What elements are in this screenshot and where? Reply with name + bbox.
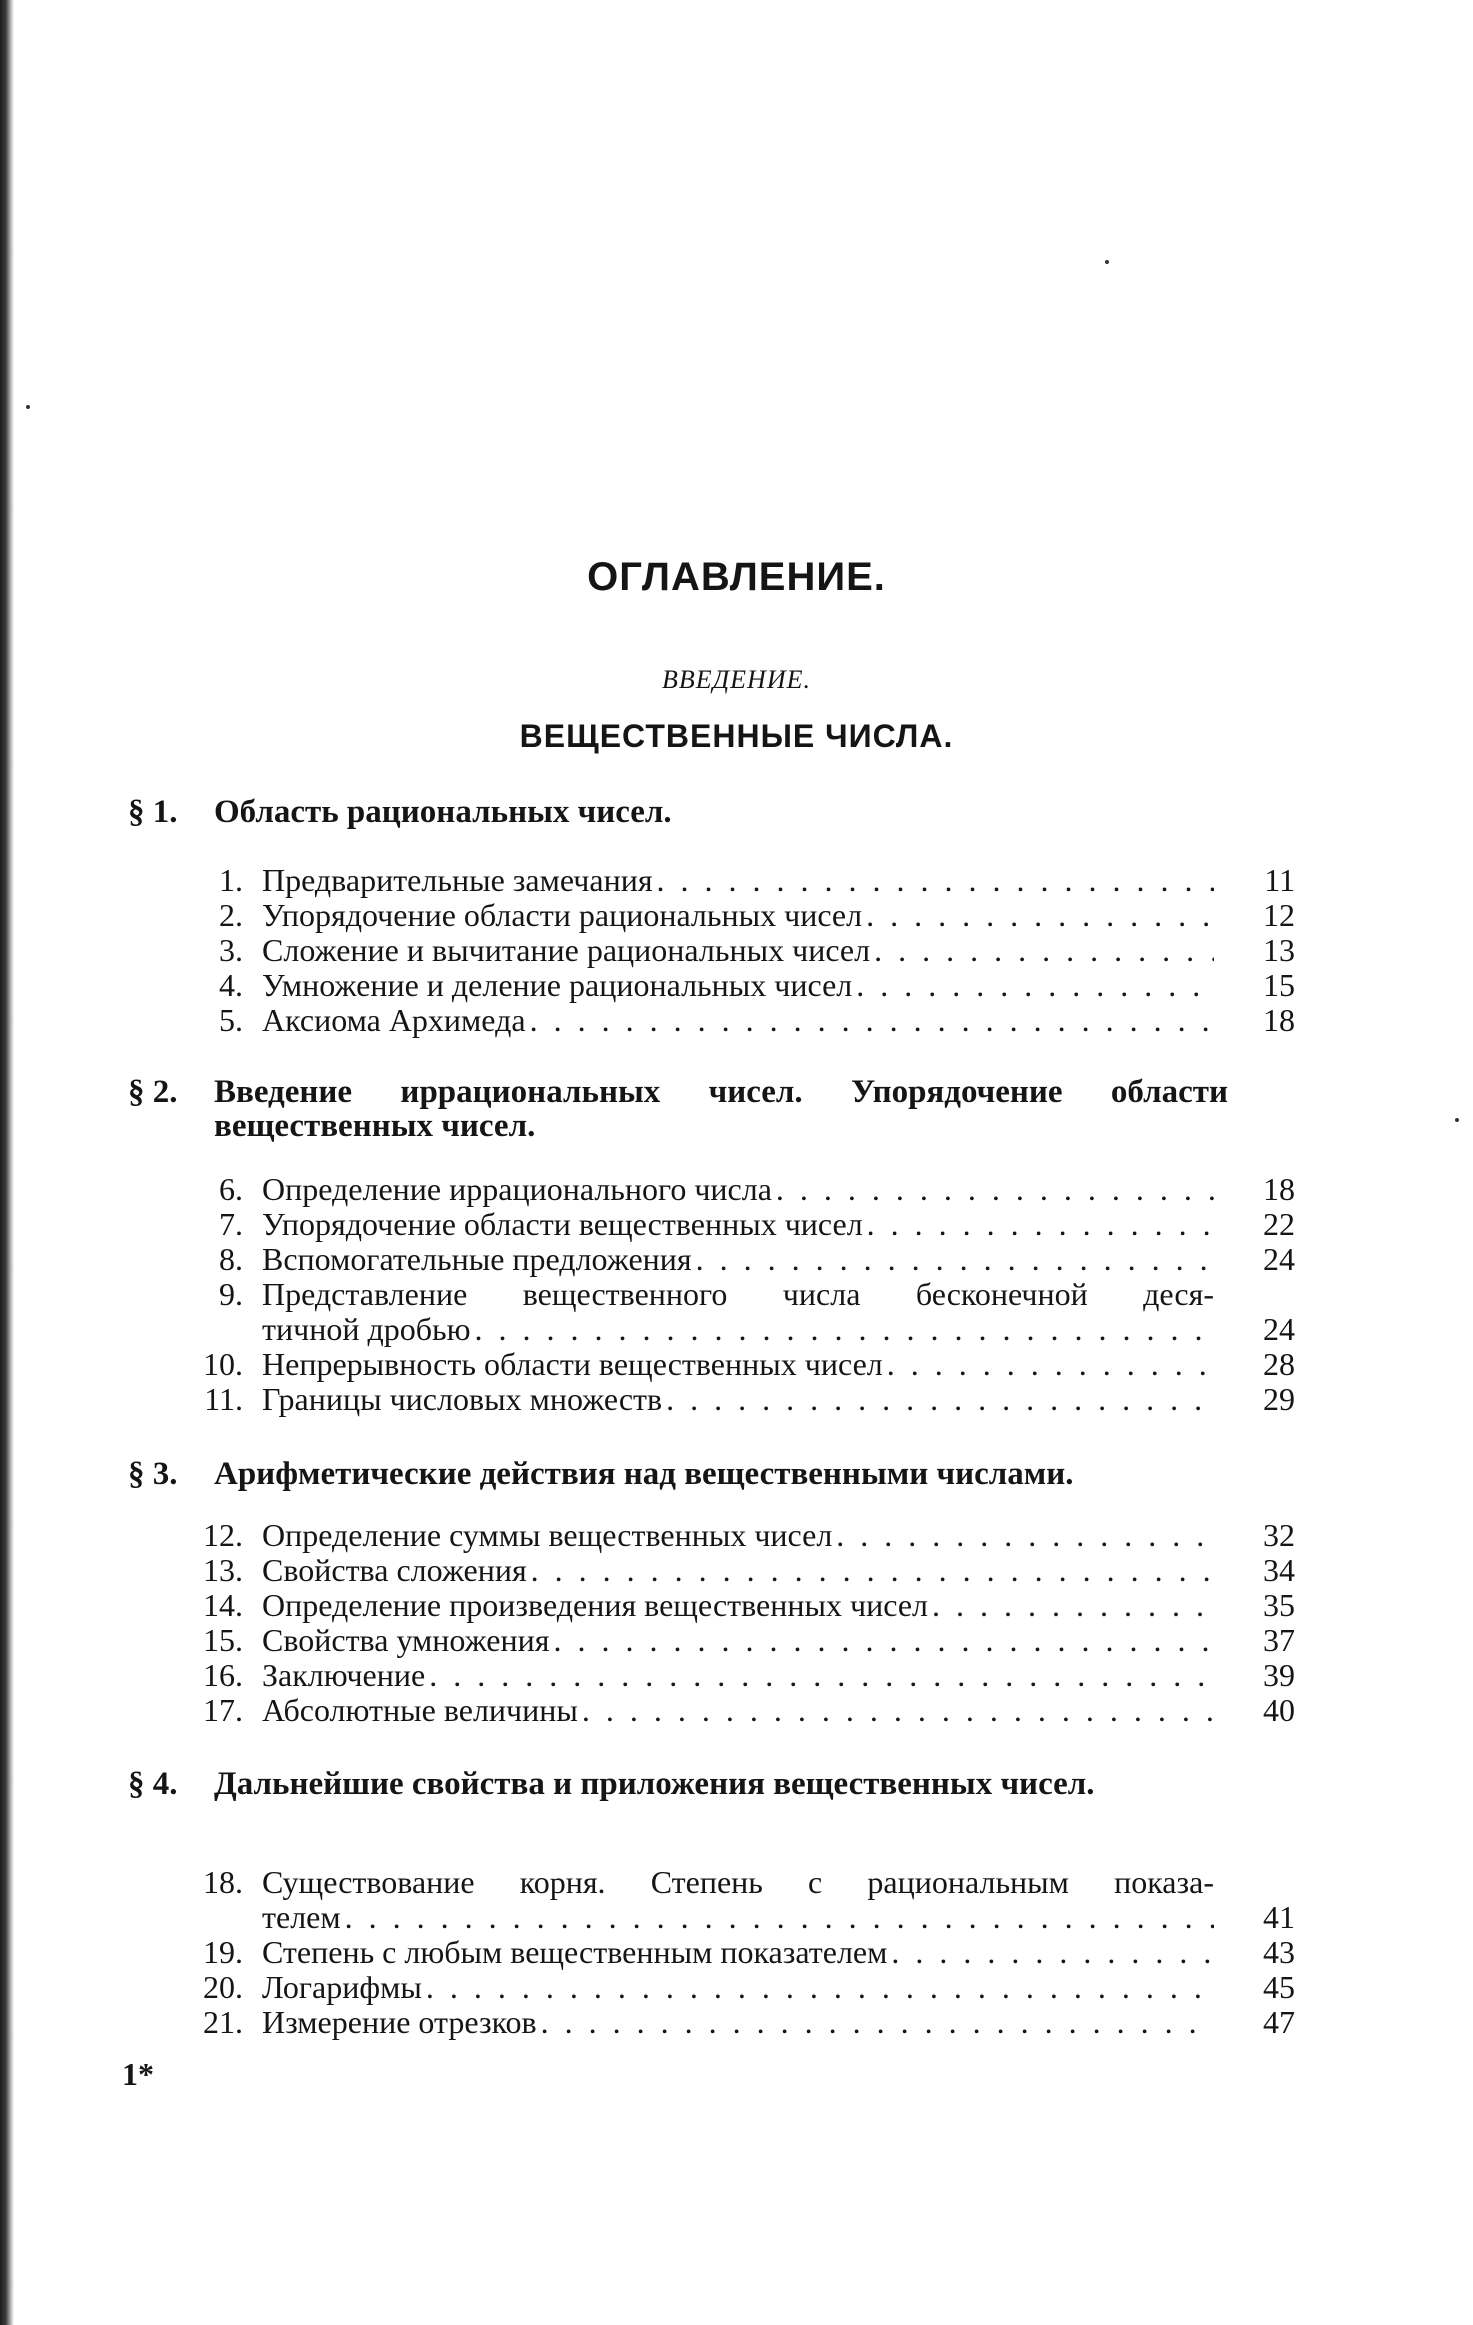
dot-leader bbox=[856, 968, 1214, 1003]
dot-leader bbox=[776, 1172, 1214, 1207]
entry-number: 5. bbox=[219, 1002, 243, 1038]
intro-label: ВВЕДЕНИЕ. bbox=[661, 665, 811, 694]
entry-label: Измерение отрезков bbox=[262, 2005, 537, 2040]
toc-entry[interactable] bbox=[0, 1553, 1473, 1588]
entry-number: 8. bbox=[219, 1241, 243, 1277]
dot-leader bbox=[553, 1623, 1214, 1658]
entry-label: Умножение и деление рациональных чисел bbox=[262, 968, 853, 1003]
entry-label: Степень с любым вещественным показателем bbox=[262, 1935, 888, 1970]
entry-number: 3. bbox=[219, 932, 243, 968]
entry-page: 37 bbox=[1263, 1622, 1295, 1658]
entry-label: Свойства умножения bbox=[262, 1623, 550, 1658]
entry-label: Непрерывность области вещественных чисел bbox=[262, 1347, 883, 1382]
entry-label: Упорядочение области рациональных чисел bbox=[262, 898, 863, 933]
entry-page: 18 bbox=[1263, 1171, 1295, 1207]
toc-entry[interactable] bbox=[0, 1347, 1473, 1382]
dot-leader bbox=[891, 1935, 1214, 1970]
entry-number: 10. bbox=[203, 1346, 243, 1382]
entry-label: Логарифмы bbox=[262, 1970, 422, 2005]
entry-page: 29 bbox=[1263, 1381, 1295, 1417]
section-title: Арифметические действия над вещественными числами. bbox=[214, 1456, 1074, 1492]
toc-entry-line1[interactable] bbox=[0, 1277, 1473, 1312]
toc-entry[interactable] bbox=[0, 1658, 1473, 1693]
dot-leader bbox=[866, 898, 1214, 933]
entry-number: 7. bbox=[219, 1206, 243, 1242]
page-title: ОГЛАВЛЕНИЕ. bbox=[587, 555, 886, 599]
dot-leader bbox=[887, 1347, 1214, 1382]
entry-page: 15 bbox=[1263, 967, 1295, 1003]
section-heading-1 bbox=[128, 795, 1228, 829]
toc-entry[interactable] bbox=[0, 1382, 1473, 1417]
toc-entry[interactable] bbox=[0, 1693, 1473, 1728]
section-heading-4 bbox=[128, 1767, 1228, 1801]
entry-number: 11. bbox=[204, 1381, 243, 1417]
entry-page: 12 bbox=[1263, 897, 1295, 933]
print-speck bbox=[1105, 260, 1109, 264]
toc-entry[interactable] bbox=[0, 1623, 1473, 1658]
entry-page: 22 bbox=[1263, 1206, 1295, 1242]
entry-page: 40 bbox=[1263, 1692, 1295, 1728]
section-title: Введение иррациональных чисел. Упорядочение области вещественных чисел. bbox=[214, 1074, 1228, 1144]
dot-leader bbox=[932, 1588, 1214, 1623]
toc-entry[interactable] bbox=[0, 1172, 1473, 1207]
entry-label: Сложение и вычитание рациональных чисел bbox=[262, 933, 871, 968]
toc-entry[interactable] bbox=[0, 933, 1473, 968]
entry-page: 18 bbox=[1263, 1002, 1295, 1038]
toc-entry[interactable] bbox=[0, 1312, 1473, 1347]
print-speck bbox=[26, 405, 30, 409]
toc-list-section-4 bbox=[0, 1865, 1473, 2040]
toc-list-section-3 bbox=[0, 1518, 1473, 1728]
section-number: § 3. bbox=[128, 1456, 178, 1492]
entry-page: 32 bbox=[1263, 1517, 1295, 1553]
section-number: § 1. bbox=[128, 794, 178, 830]
dot-leader bbox=[657, 863, 1214, 898]
entry-label: Границы числовых множеств bbox=[262, 1382, 663, 1417]
entry-page: 13 bbox=[1263, 932, 1295, 968]
dot-leader bbox=[874, 933, 1214, 968]
dot-leader bbox=[666, 1382, 1214, 1417]
entry-number: 1. bbox=[219, 862, 243, 898]
dot-leader bbox=[696, 1242, 1214, 1277]
entry-number: 6. bbox=[219, 1171, 243, 1207]
entry-label: Упорядочение области вещественных чисел bbox=[262, 1207, 863, 1242]
section-number: § 4. bbox=[128, 1766, 178, 1802]
dot-leader bbox=[530, 1003, 1214, 1038]
toc-entry[interactable] bbox=[0, 863, 1473, 898]
toc-entry[interactable] bbox=[0, 1935, 1473, 1970]
entry-label: Вспомогательные предложения bbox=[262, 1242, 692, 1277]
toc-entry[interactable] bbox=[0, 1588, 1473, 1623]
dot-leader bbox=[475, 1312, 1214, 1347]
printer-signature-mark: 1* bbox=[122, 2056, 154, 2092]
entry-number: 15. bbox=[203, 1622, 243, 1658]
entry-page: 28 bbox=[1263, 1346, 1295, 1382]
toc-entry[interactable] bbox=[0, 898, 1473, 933]
entry-number: 16. bbox=[203, 1657, 243, 1693]
entry-page: 47 bbox=[1263, 2004, 1295, 2040]
entry-label: Определение произведения вещественных чисел bbox=[262, 1588, 928, 1623]
entry-label: Определение иррационального числа bbox=[262, 1172, 772, 1207]
entry-label: Заключение bbox=[262, 1658, 426, 1693]
section-heading-2 bbox=[128, 1075, 1228, 1143]
entry-label: Аксиома Архимеда bbox=[262, 1003, 526, 1038]
dot-leader bbox=[867, 1207, 1214, 1242]
toc-list-section-2 bbox=[0, 1172, 1473, 1417]
toc-entry[interactable] bbox=[0, 1207, 1473, 1242]
entry-page: 24 bbox=[1263, 1311, 1295, 1347]
section-number: § 2. bbox=[128, 1074, 178, 1110]
entry-page: 11 bbox=[1264, 862, 1295, 898]
toc-entry[interactable] bbox=[0, 968, 1473, 1003]
dot-leader bbox=[836, 1518, 1214, 1553]
entry-number: 17. bbox=[203, 1692, 243, 1728]
entry-label: Определение суммы вещественных чисел bbox=[262, 1518, 833, 1553]
entry-number: 21. bbox=[203, 2004, 243, 2040]
entry-page: 41 bbox=[1263, 1899, 1295, 1935]
section-title: Дальнейшие свойства и приложения вещественных чисел. bbox=[214, 1766, 1095, 1802]
dot-leader bbox=[531, 1553, 1214, 1588]
entry-number: 18. bbox=[203, 1864, 243, 1900]
entry-label: тичной дробью bbox=[262, 1312, 471, 1347]
toc-entry[interactable] bbox=[0, 1242, 1473, 1277]
entry-page: 35 bbox=[1263, 1587, 1295, 1623]
dot-leader bbox=[426, 1970, 1214, 2005]
toc-entry[interactable] bbox=[0, 1970, 1473, 2005]
toc-entry-line1[interactable] bbox=[0, 1865, 1473, 1900]
entry-page: 45 bbox=[1263, 1969, 1295, 2005]
toc-entry[interactable] bbox=[0, 2005, 1473, 2040]
entry-number: 14. bbox=[203, 1587, 243, 1623]
section-heading-3 bbox=[128, 1457, 1228, 1491]
entry-number: 9. bbox=[219, 1276, 243, 1312]
entry-number: 13. bbox=[203, 1552, 243, 1588]
dot-leader bbox=[429, 1658, 1214, 1693]
entry-label: телем bbox=[262, 1900, 341, 1935]
entry-number: 19. bbox=[203, 1934, 243, 1970]
entry-page: 34 bbox=[1263, 1552, 1295, 1588]
toc-entry[interactable] bbox=[0, 1900, 1473, 1935]
entry-label: Абсолютные величины bbox=[262, 1693, 578, 1728]
dot-leader bbox=[345, 1900, 1214, 1935]
print-speck bbox=[1455, 1118, 1459, 1122]
dot-leader bbox=[582, 1693, 1214, 1728]
toc-list-section-1 bbox=[0, 863, 1473, 1038]
entry-page: 39 bbox=[1263, 1657, 1295, 1693]
entry-label-line1: Существование корня. Степень с рациональным показа- bbox=[262, 1864, 1214, 1900]
entry-label: Свойства сложения bbox=[262, 1553, 527, 1588]
section-title: Область рациональных чисел. bbox=[214, 794, 672, 830]
entry-page: 24 bbox=[1263, 1241, 1295, 1277]
dot-leader bbox=[541, 2005, 1214, 2040]
toc-entry[interactable] bbox=[0, 1003, 1473, 1038]
entry-page: 43 bbox=[1263, 1934, 1295, 1970]
toc-entry[interactable] bbox=[0, 1518, 1473, 1553]
part-title: ВЕЩЕСТВЕННЫЕ ЧИСЛА. bbox=[519, 718, 954, 754]
entry-number: 2. bbox=[219, 897, 243, 933]
entry-number: 20. bbox=[203, 1969, 243, 2005]
entry-label-line1: Представление вещественного числа бесконечной деся- bbox=[262, 1276, 1214, 1312]
entry-label: Предварительные замечания bbox=[262, 863, 653, 898]
entry-number: 12. bbox=[203, 1517, 243, 1553]
entry-number: 4. bbox=[219, 967, 243, 1003]
